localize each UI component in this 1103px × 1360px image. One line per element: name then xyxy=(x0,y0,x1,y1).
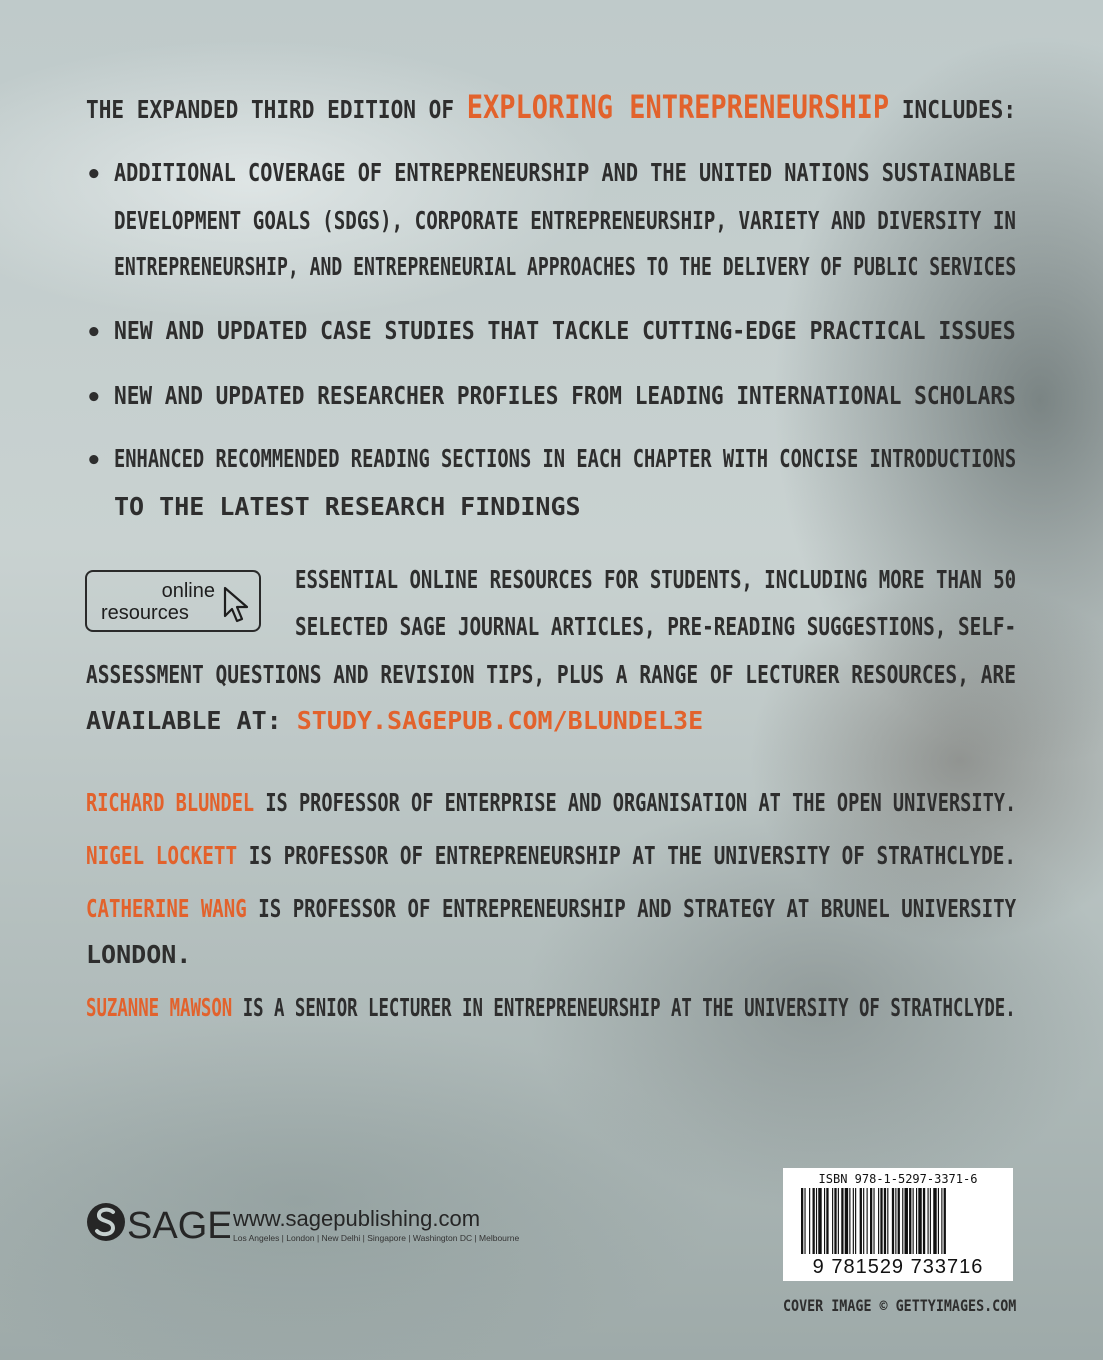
barcode-bar xyxy=(938,1188,939,1254)
barcode-bar xyxy=(887,1188,888,1254)
online-line-3: ASSESSMENT QUESTIONS AND REVISION TIPS, PLUS A RANGE OF LECTURER RESOURCES, ARE xyxy=(86,660,1017,689)
barcode-bar xyxy=(860,1188,862,1254)
author-name: SUZANNE MAWSON xyxy=(86,993,233,1022)
cover-image-credit: COVER IMAGE © GETTYIMAGES.COM xyxy=(783,1296,1017,1315)
author-bio-continued: LONDON. xyxy=(86,940,192,969)
barcode-bar xyxy=(824,1188,825,1254)
barcode-bar xyxy=(909,1188,911,1254)
author-bio: IS PROFESSOR OF ENTREPRENEURSHIP AND STRATEGY AT BRUNEL UNIVERSITY xyxy=(258,894,1017,923)
publisher-cities: Los Angeles | London | New Delhi | Singapore | Washington DC | Melbourne xyxy=(233,1233,520,1243)
sage-logo-text: SAGE xyxy=(127,1205,230,1246)
author-name: NIGEL LOCKETT xyxy=(86,841,238,870)
author-bio: IS A SENIOR LECTURER IN ENTREPRENEURSHIP AT THE UNIVERSITY OF STRATHCLYDE. xyxy=(242,993,1016,1022)
author-entry xyxy=(86,788,1016,817)
barcode-bar xyxy=(918,1188,921,1254)
bullet-1-line-2: DEVELOPMENT GOALS (SDGS), CORPORATE ENTREPRENEURSHIP, VARIETY AND DIVERSITY IN xyxy=(114,206,1016,235)
barcode-bar xyxy=(930,1188,931,1254)
barcode-bar xyxy=(813,1188,815,1254)
barcode-bar xyxy=(849,1188,850,1254)
intro-prefix: THE EXPANDED THIRD EDITION OF xyxy=(86,95,455,124)
bullet-4-line-1: ENHANCED RECOMMENDED READING SECTIONS IN EACH CHAPTER WITH CONCISE INTRODUCTIONS xyxy=(114,444,1017,473)
bullet-2-line-1: NEW AND UPDATED CASE STUDIES THAT TACKLE CUTTING-EDGE PRACTICAL ISSUES xyxy=(114,316,1016,345)
bullet-1-line-1: ADDITIONAL COVERAGE OF ENTREPRENEURSHIP AND THE UNITED NATIONS SUSTAINABLE xyxy=(114,158,1016,187)
barcode-bar xyxy=(867,1188,868,1254)
barcode-bar xyxy=(944,1188,946,1254)
barcode-bar xyxy=(873,1188,874,1254)
badge-line-2: resources xyxy=(101,602,189,624)
author-name: CATHERINE WANG xyxy=(86,894,247,923)
author-name: RICHARD BLUNDEL xyxy=(86,788,255,817)
isbn-label: ISBN 978-1-5297-3371-6 xyxy=(818,1172,978,1186)
book-title: EXPLORING ENTREPRENEURSHIP xyxy=(466,88,890,126)
online-line-1: ESSENTIAL ONLINE RESOURCES FOR STUDENTS, INCLUDING MORE THAN 50 xyxy=(295,565,1017,594)
author-entry xyxy=(86,993,1016,1022)
barcode-bar xyxy=(905,1188,908,1254)
intro-heading xyxy=(86,88,1016,126)
bullet-marker: • xyxy=(86,318,102,348)
barcode-bar xyxy=(913,1188,914,1254)
available-prefix: AVAILABLE AT: xyxy=(86,706,282,735)
barcode-bar xyxy=(878,1188,879,1254)
publisher-url[interactable]: www.sagepublishing.com xyxy=(233,1206,481,1231)
sage-logo xyxy=(85,1200,230,1250)
barcode-bar xyxy=(884,1188,886,1254)
barcode-bar xyxy=(923,1188,925,1254)
barcode-bar xyxy=(804,1188,805,1254)
sage-logo-mark xyxy=(85,1200,230,1246)
bullet-marker: • xyxy=(86,446,102,476)
barcode-bar xyxy=(941,1188,942,1254)
badge-line-1: online xyxy=(161,580,215,602)
barcode-bar xyxy=(928,1188,929,1254)
barcode-bar xyxy=(870,1188,872,1254)
online-resources-badge xyxy=(85,570,261,632)
author-entry xyxy=(86,894,1016,923)
isbn-number: 9 781529 733716 xyxy=(812,1256,984,1278)
online-line-4 xyxy=(86,706,703,735)
barcode-bar xyxy=(845,1188,848,1254)
barcode-bar xyxy=(863,1188,864,1254)
author-entry xyxy=(86,841,1016,870)
barcode-bar xyxy=(832,1188,833,1254)
barcode-bar xyxy=(853,1188,854,1254)
barcode-bar xyxy=(826,1188,828,1254)
bullet-3-line-1: NEW AND UPDATED RESEARCHER PROFILES FROM LEADING INTERNATIONAL SCHOLARS xyxy=(114,381,1016,410)
barcode-bar xyxy=(902,1188,903,1254)
barcode-bar xyxy=(892,1188,894,1254)
barcode-bar xyxy=(818,1188,821,1254)
barcode-bar xyxy=(880,1188,882,1254)
barcode-bar xyxy=(834,1188,836,1254)
author-bio: IS PROFESSOR OF ENTREPRENEURSHIP AT THE UNIVERSITY OF STRATHCLYDE. xyxy=(248,841,1017,870)
barcode-bars xyxy=(783,1188,1013,1258)
barcode-bar xyxy=(898,1188,900,1254)
bullet-marker: • xyxy=(86,383,102,413)
online-line-2: SELECTED SAGE JOURNAL ARTICLES, PRE-READING SUGGESTIONS, SELF- xyxy=(295,612,1017,641)
bullet-1-line-3: ENTREPRENEURSHIP, AND ENTREPRENEURIAL APPROACHES TO THE DELIVERY OF PUBLIC SERVICES xyxy=(114,252,1017,281)
cursor-arrow-icon xyxy=(222,586,252,624)
barcode-bar xyxy=(916,1188,917,1254)
isbn-barcode xyxy=(783,1168,1013,1281)
intro-suffix: INCLUDES: xyxy=(901,95,1017,124)
barcode-bar xyxy=(801,1188,803,1254)
author-bio: IS PROFESSOR OF ENTERPRISE AND ORGANISATION AT THE OPEN UNIVERSITY. xyxy=(265,788,1017,817)
barcode-bar xyxy=(895,1188,896,1254)
barcode-bar xyxy=(933,1188,936,1254)
bullet-marker: • xyxy=(86,160,102,190)
resources-url[interactable]: STUDY.SAGEPUB.COM/BLUNDEL3E xyxy=(296,706,704,735)
barcode-bar xyxy=(816,1188,817,1254)
bullet-4-line-2: TO THE LATEST RESEARCH FINDINGS xyxy=(114,492,581,521)
barcode-bar xyxy=(809,1188,810,1254)
barcode-bar xyxy=(841,1188,843,1254)
barcode-bar xyxy=(855,1188,856,1254)
barcode-bar xyxy=(838,1188,839,1254)
